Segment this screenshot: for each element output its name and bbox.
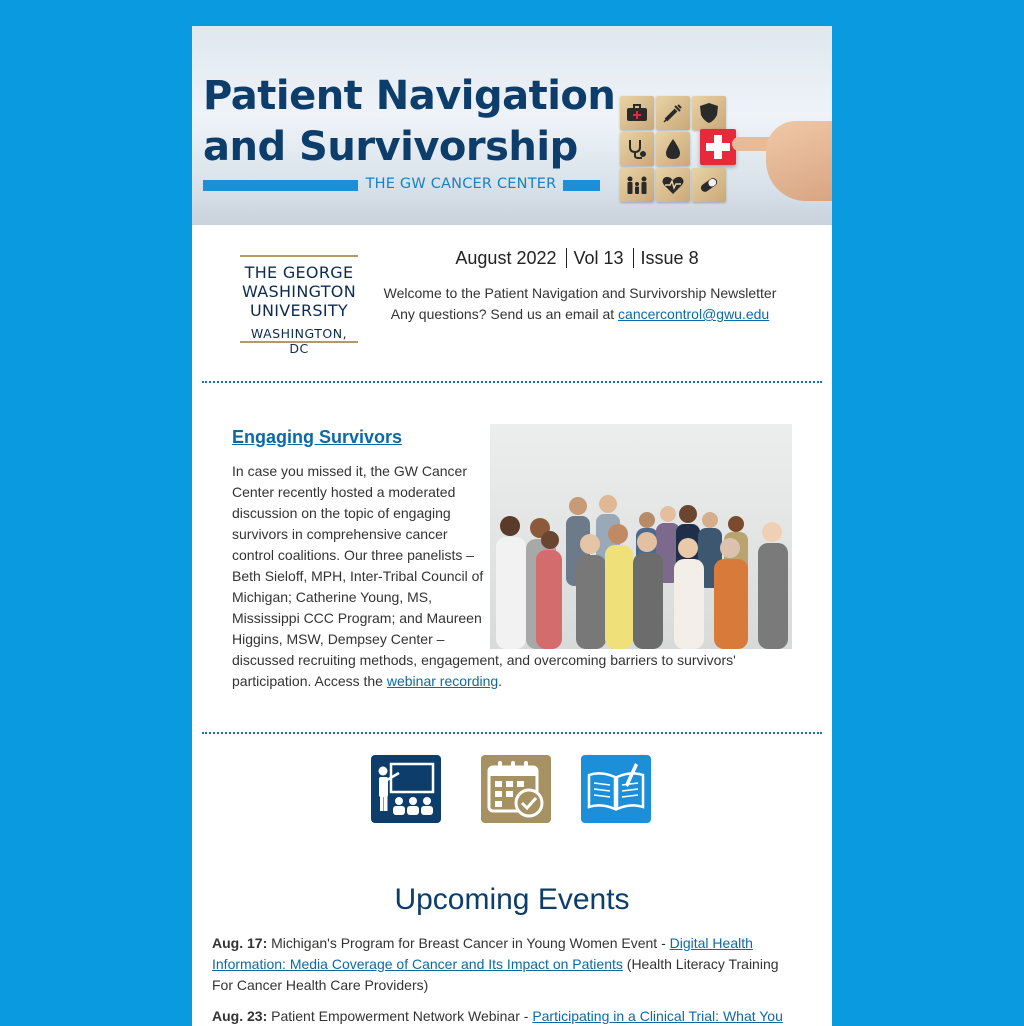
event-date: Aug. 23:: [212, 1008, 268, 1024]
banner-title: [203, 71, 623, 173]
issue-date: August 2022: [455, 248, 557, 268]
stethoscope-icon: [620, 132, 654, 166]
calendar-check-icon[interactable]: [481, 755, 551, 823]
presentation-teacher-icon[interactable]: [371, 755, 441, 823]
article-last-prefix: participation. Access the: [232, 673, 387, 689]
article-title-link[interactable]: Engaging Survivors: [232, 427, 403, 447]
article-body: [232, 461, 752, 692]
logo-line2: WASHINGTON: [242, 282, 356, 301]
event-text: Michigan's Program for Breast Cancer in Young Women Event -: [267, 935, 670, 951]
issue-separator: [633, 248, 634, 268]
welcome-line2: [362, 304, 798, 325]
article-line: Center recently hosted a moderated: [232, 484, 456, 500]
drop-icon: [656, 132, 690, 166]
banner-subtitle: THE GW CANCER CENTER: [365, 176, 557, 192]
email-link[interactable]: cancercontrol@gwu.edu: [618, 306, 770, 322]
banner-bar-left: [203, 180, 358, 191]
article-narrow-block: [232, 461, 490, 650]
banner-title-line2: and Survivorship: [203, 124, 578, 170]
article-line: Higgins, MSW, Dempsey Center –: [232, 631, 445, 647]
welcome-text: [362, 283, 798, 325]
issue-line: [362, 248, 792, 269]
event-date: Aug. 17:: [212, 935, 268, 951]
newsletter-email: [192, 26, 832, 1026]
logo-line1: THE GEORGE: [244, 263, 354, 282]
pill-icon: [692, 168, 726, 202]
welcome-line2-prefix: Any questions? Send us an email at: [390, 306, 619, 322]
issue-volume: Vol 13: [573, 248, 624, 268]
heart-pulse-icon: [656, 168, 690, 202]
logo-line3: UNIVERSITY: [250, 301, 348, 320]
article-line: discussed recruiting methods, engagement, and overcoming barriers to survivors': [232, 652, 736, 668]
welcome-line1: Welcome to the Patient Navigation and Survivorship Newsletter: [383, 285, 777, 301]
article-last-suffix: .: [498, 673, 503, 689]
medical-cross-icon: [700, 129, 736, 165]
issue-separator: [566, 248, 567, 268]
briefcase-medical-icon: [620, 96, 654, 130]
article-line: Mississippi CCC Program; and Maureen: [232, 610, 482, 626]
family-icon: [620, 168, 654, 202]
event-item: [212, 933, 802, 996]
banner: [192, 26, 832, 225]
event-suffix: (Health Literacy Training For Cancer Health Care Providers): [212, 956, 779, 993]
divider: [202, 732, 822, 734]
open-book-icon[interactable]: [581, 755, 651, 823]
event-text: Patient Empowerment Network Webinar -: [267, 1008, 533, 1024]
divider: [202, 381, 822, 383]
logo-line4: WASHINGTON, DC: [250, 326, 348, 356]
article-line: Beth Sieloff, MPH, Inter-Tribal Council of: [232, 568, 484, 584]
events-heading: Upcoming Events: [394, 883, 630, 916]
medical-cubes: [620, 96, 760, 206]
banner-title-line1: Patient Navigation: [203, 73, 616, 119]
article-line: survivors in comprehensive cancer: [232, 526, 448, 542]
syringe-icon: [656, 96, 690, 130]
event-link[interactable]: Digital Health Information: Media Coverage of Cancer and Its Impact on Patients: [212, 935, 753, 972]
article-line: In case you missed it, the GW Cancer: [232, 463, 467, 479]
article-line: control coalitions. Our three panelists –: [232, 547, 475, 563]
article-line: Michigan; Catherine Young, MS,: [232, 589, 433, 605]
event-link[interactable]: Participating in a Clinical Trial: What You: [532, 1008, 783, 1024]
webinar-recording-link[interactable]: webinar recording: [386, 673, 499, 689]
article-last-line: [232, 671, 752, 692]
gwu-logo[interactable]: [240, 255, 358, 356]
hand-image: [766, 121, 832, 201]
event-item: [212, 1006, 802, 1026]
banner-bar-right: [563, 180, 600, 191]
issue-number: Issue 8: [640, 248, 699, 268]
shield-icon: [692, 96, 726, 130]
article-line: discussion on the topic of engaging: [232, 505, 451, 521]
